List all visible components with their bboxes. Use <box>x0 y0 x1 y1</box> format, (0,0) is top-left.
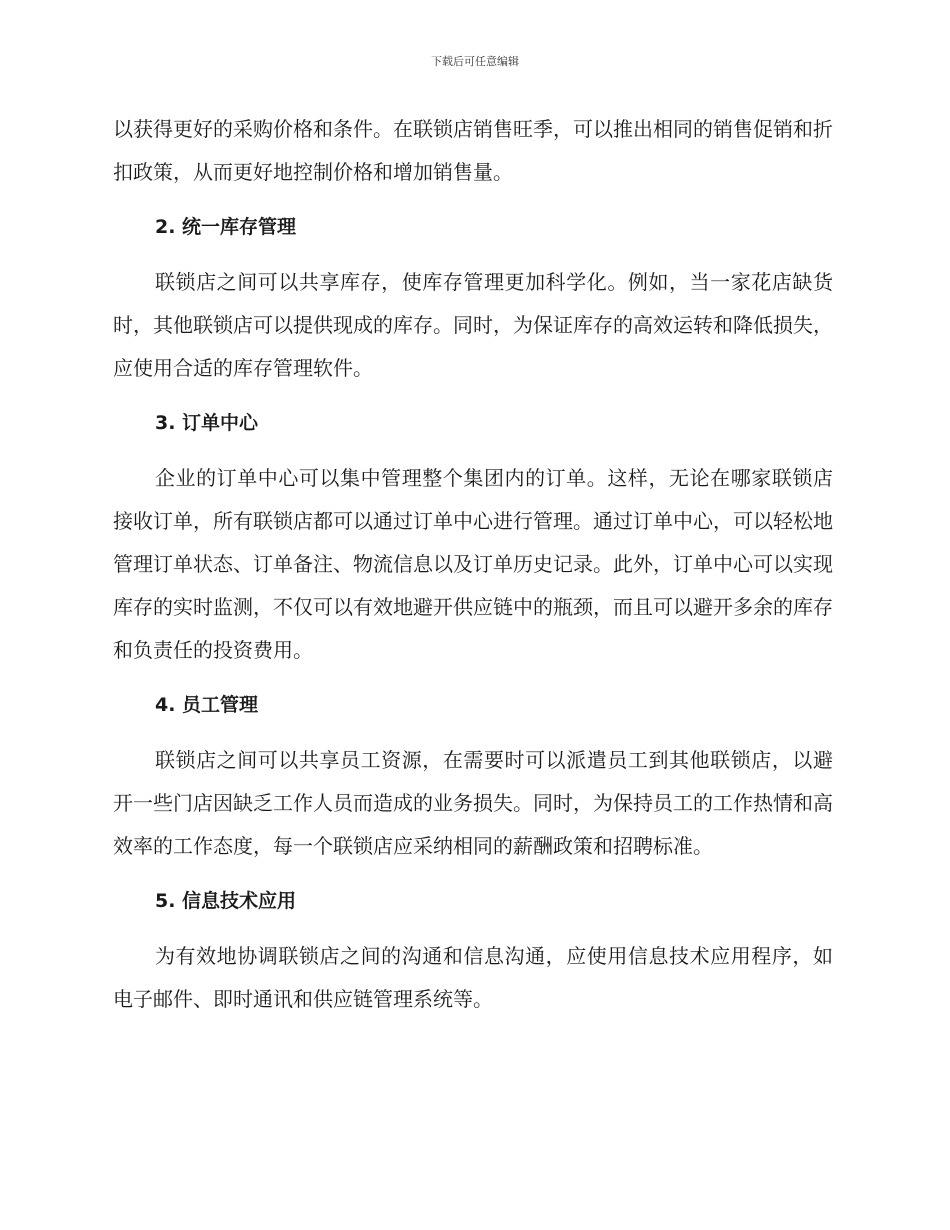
section-heading: 4. 员工管理 <box>155 694 259 716</box>
section-staff <box>113 684 833 868</box>
section-paragraph: 企业的订单中心可以集中管理整个集团内的订单。这样，无论在哪家联锁店接收订单，所有联锁店都可以通过订单中心进行管理。通过订单中心，可以轻松地管理订单状态、订单备注、物流信息以及订单历史记录。此外，订单中心可以实现库存的实时监测，不仅可以有效地避开供应链中的瓶颈，而且可以避开多余的库存和负责任的投资费用。 <box>113 466 833 662</box>
section-heading: 5. 信息技术应用 <box>155 890 297 912</box>
section-it <box>113 880 833 1021</box>
section-inventory <box>113 206 833 390</box>
section-order-center <box>113 402 833 672</box>
section-heading: 3. 订单中心 <box>155 412 259 434</box>
section-heading: 2. 统一库存管理 <box>155 216 297 238</box>
document-body <box>113 108 833 1033</box>
page-header: 下载后可任意编辑 <box>431 55 519 68</box>
intro-paragraph: 以获得更好的采购价格和条件。在联锁店销售旺季，可以推出相同的销售促销和折扣政策，从而更好地控制价格和增加销售量。 <box>113 117 833 184</box>
section-paragraph: 联锁店之间可以共享库存，使库存管理更加科学化。例如，当一家花店缺货时，其他联锁店可以提供现成的库存。同时，为保证库存的高效运转和降低损失，应使用合适的库存管理软件。 <box>113 270 833 380</box>
section-paragraph: 为有效地协调联锁店之间的沟通和信息沟通，应使用信息技术应用程序，如电子邮件、即时通讯和供应链管理系统等。 <box>113 944 833 1011</box>
section-paragraph: 联锁店之间可以共享员工资源，在需要时可以派遣员工到其他联锁店，以避开一些门店因缺乏工作人员而造成的业务损失。同时，为保持员工的工作热情和高效率的工作态度，每一个联锁店应采纳相同的薪酬政策和招聘标准。 <box>113 748 833 858</box>
